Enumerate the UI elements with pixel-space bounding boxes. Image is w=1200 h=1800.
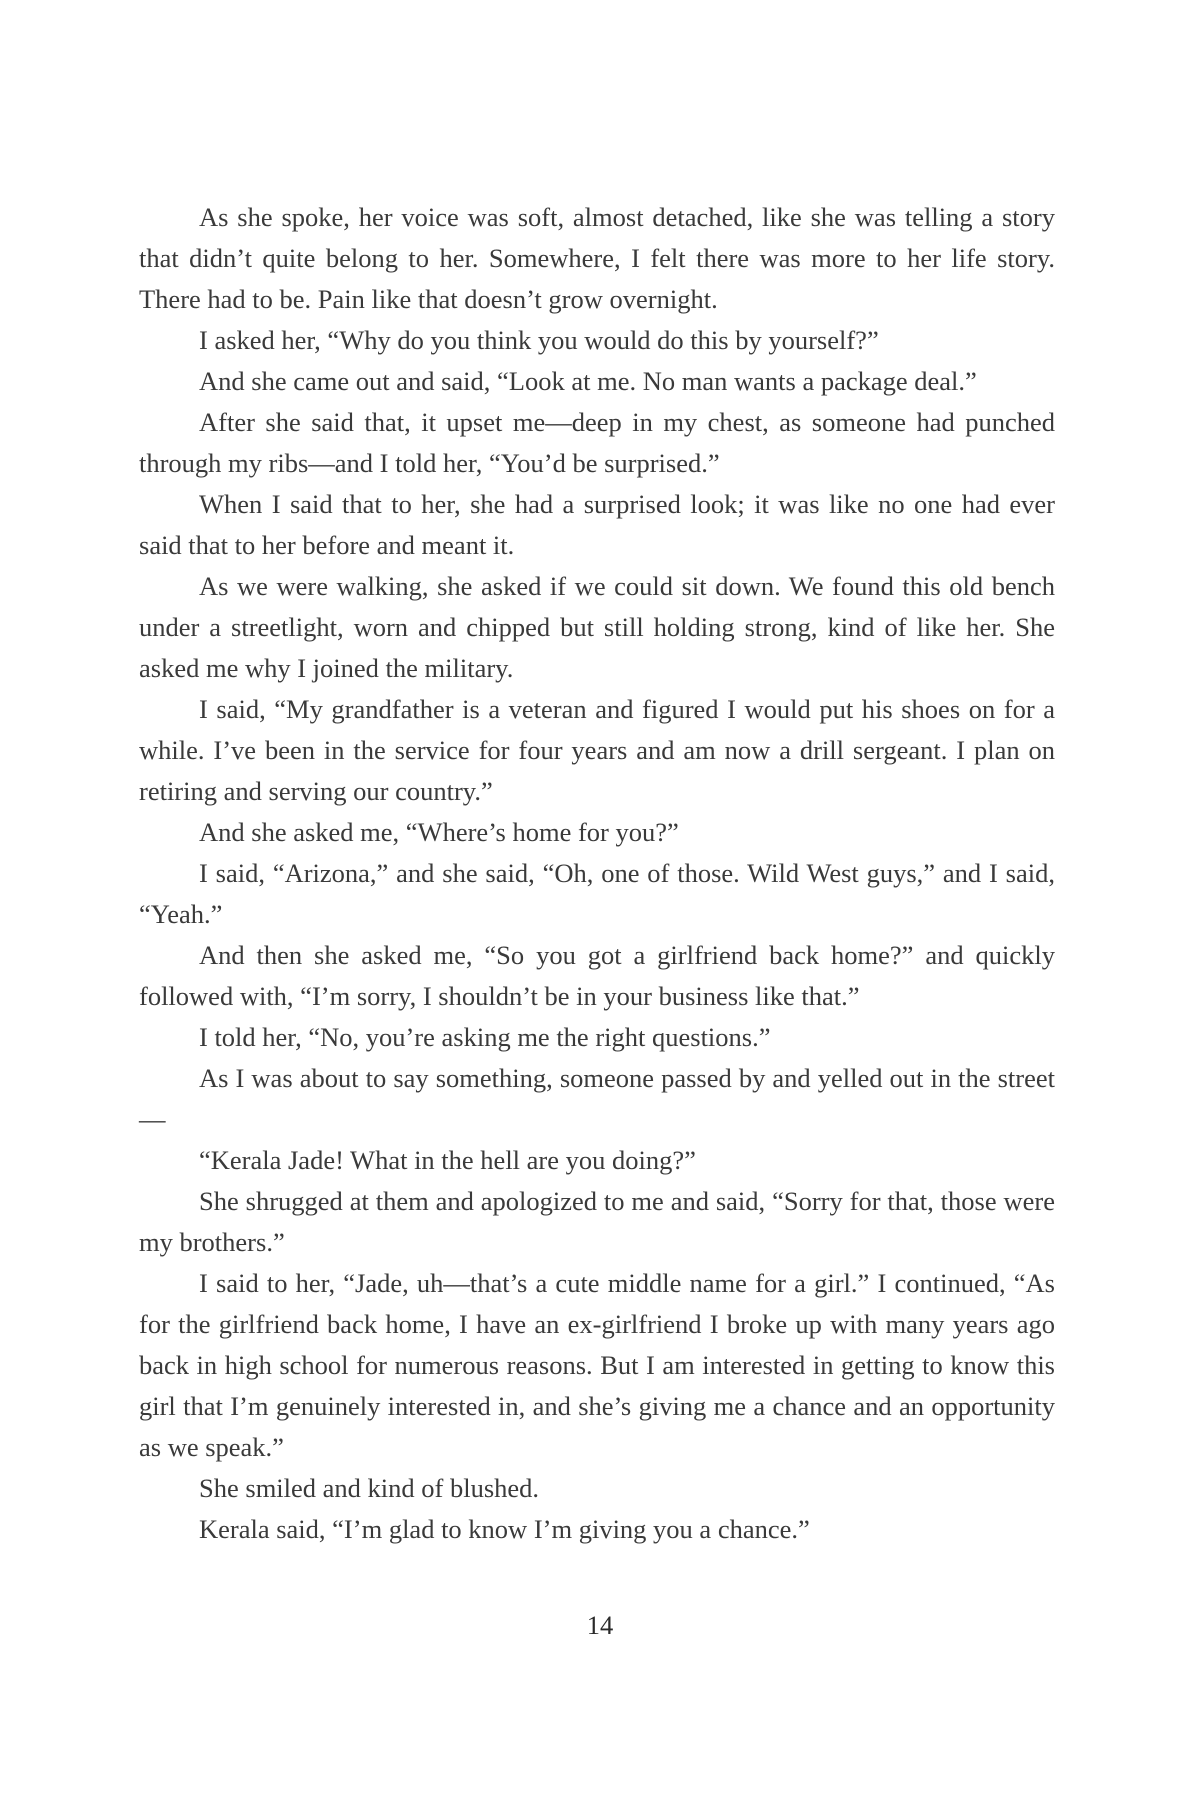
paragraph: As she spoke, her voice was soft, almost detached, like she was telling a story that didn’t quite belong to her. Somewhere, I felt there was more to her life story. There had to be. Pain like that doesn’t grow overnight. — [139, 202, 1055, 314]
paragraph: And she asked me, “Where’s home for you?” — [199, 817, 679, 847]
paragraph: I said, “My grandfather is a veteran and figured I would put his shoes on for a while. I’ve been in the service for four years and am now a drill sergeant. I plan on retiring and serving our country.” — [139, 694, 1055, 806]
paragraph: Kerala said, “I’m glad to know I’m giving you a chance.” — [199, 1514, 810, 1544]
paragraph: I asked her, “Why do you think you would do this by yourself?” — [199, 325, 879, 355]
body-text — [139, 197, 1055, 1550]
paragraph: I told her, “No, you’re asking me the right questions.” — [199, 1022, 771, 1052]
paragraph: When I said that to her, she had a surprised look; it was like no one had ever said that to her before and meant it. — [139, 489, 1055, 560]
paragraph: I said, “Arizona,” and she said, “Oh, one of those. Wild West guys,” and I said, “Yeah.” — [139, 858, 1055, 929]
paragraph: She shrugged at them and apologized to me and said, “Sorry for that, those were my brothers.” — [139, 1186, 1055, 1257]
paragraph: She smiled and kind of blushed. — [199, 1473, 540, 1503]
paragraph: As I was about to say something, someone passed by and yelled out in the street— — [139, 1063, 1055, 1134]
paragraph: As we were walking, she asked if we could sit down. We found this old bench under a streetlight, worn and chipped but still holding strong, kind of like her. She asked me why I joined the military. — [139, 571, 1055, 683]
page-number: 14 — [586, 1610, 614, 1640]
paragraph: “Kerala Jade! What in the hell are you doing?” — [199, 1145, 696, 1175]
paragraph: I said to her, “Jade, uh—that’s a cute middle name for a girl.” I continued, “As for the girlfriend back home, I have an ex-girlfriend I broke up with many years ago back in high school for numerous reasons. But I am interested in getting to know this girl that I’m genuinely interested in, and she’s giving me a chance and an opportunity as we speak.” — [139, 1268, 1055, 1462]
paragraph: And then she asked me, “So you got a girlfriend back home?” and quickly followed with, “I’m sorry, I shouldn’t be in your business like that.” — [139, 940, 1055, 1011]
paragraph: And she came out and said, “Look at me. No man wants a package deal.” — [199, 366, 977, 396]
paragraph: After she said that, it upset me—deep in my chest, as someone had punched through my ribs—and I told her, “You’d be surprised.” — [139, 407, 1055, 478]
